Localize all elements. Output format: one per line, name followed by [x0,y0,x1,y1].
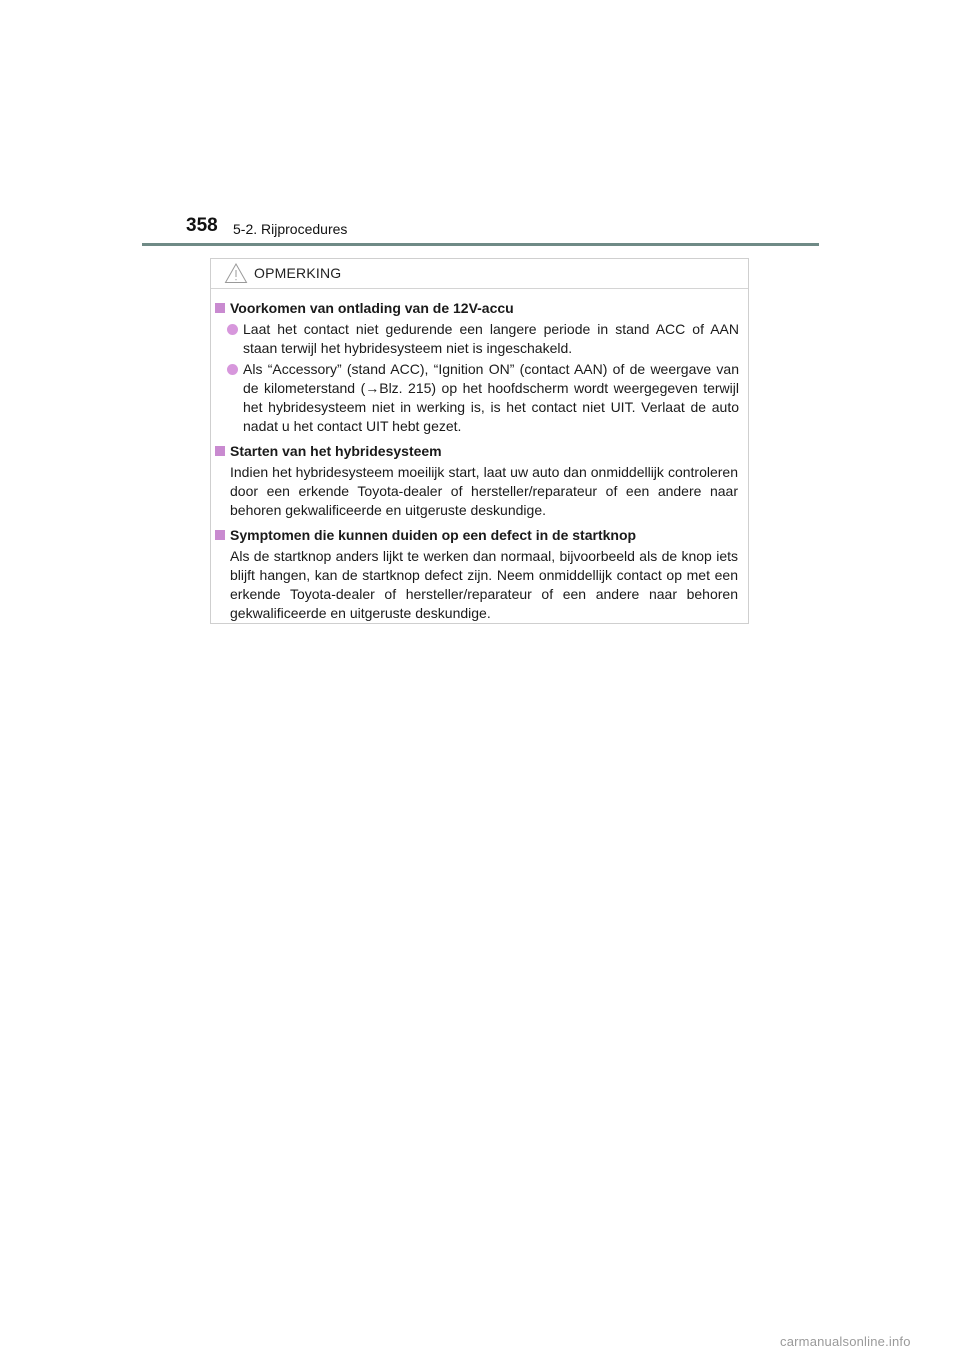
notice-section [211,526,748,623]
section-heading-text: Voorkomen van ontlading van de 12V-accu [230,300,514,316]
notice-body [211,299,748,629]
circle-bullet-icon [227,324,238,335]
site-watermark: carmanualsonline.info [780,1334,911,1349]
section-paragraph: Indien het hybridesysteem moeilijk start, laat uw auto dan onmiddellijk controleren door een erkende Toyota-dealer of hersteller/reparateur of een andere naar behoren gekwalificeerde en uitgeruste deskundige. [230,464,738,518]
square-bullet-icon [215,303,225,313]
warning-triangle-icon [224,262,248,284]
notice-title: OPMERKING [254,265,342,281]
section-paragraph: Als de startknop anders lijkt te werken dan normaal, bijvoorbeeld als de knop iets blijft hangen, kan de startknop defect zijn. Neem onmiddellijk contact op met een erkende Toyota-dealer of hersteller/reparateur of een andere naar behoren gekwalificeerde en uitgeruste deskundige. [230,548,738,621]
list-item-text: Als “Accessory” (stand ACC), “Ignition ON” (contact AAN) of de weergave van de kilometerstand (→Blz. 215) op het hoofdscherm wordt weergegeven terwijl het hybridesysteem niet in werking is, is het contact niet UIT. Verlaat de auto nadat u het contact UIT hebt gezet. [243,361,739,434]
section-heading-text: Symptomen die kunnen duiden op een defect in de startknop [230,527,637,543]
section-heading-text: Starten van het hybridesysteem [230,443,442,459]
page-header [0,0,960,250]
header-divider [142,243,819,246]
circle-bullet-icon [227,364,238,375]
section-title: 5-2. Rijprocedures [233,221,348,237]
page-number: 358 [186,215,218,236]
notice-header [211,259,748,289]
section-heading [230,299,739,318]
notice-box [210,258,749,624]
section-heading [230,442,739,461]
list-item [230,360,739,436]
section-heading [230,526,739,545]
list-item-text: Laat het contact niet gedurende een langere periode in stand ACC of AAN staan terwijl het hybridesysteem niet is ingeschakeld. [243,321,739,356]
notice-section [211,299,748,436]
square-bullet-icon [215,530,225,540]
list-item [230,320,739,358]
square-bullet-icon [215,446,225,456]
notice-section [211,442,748,520]
